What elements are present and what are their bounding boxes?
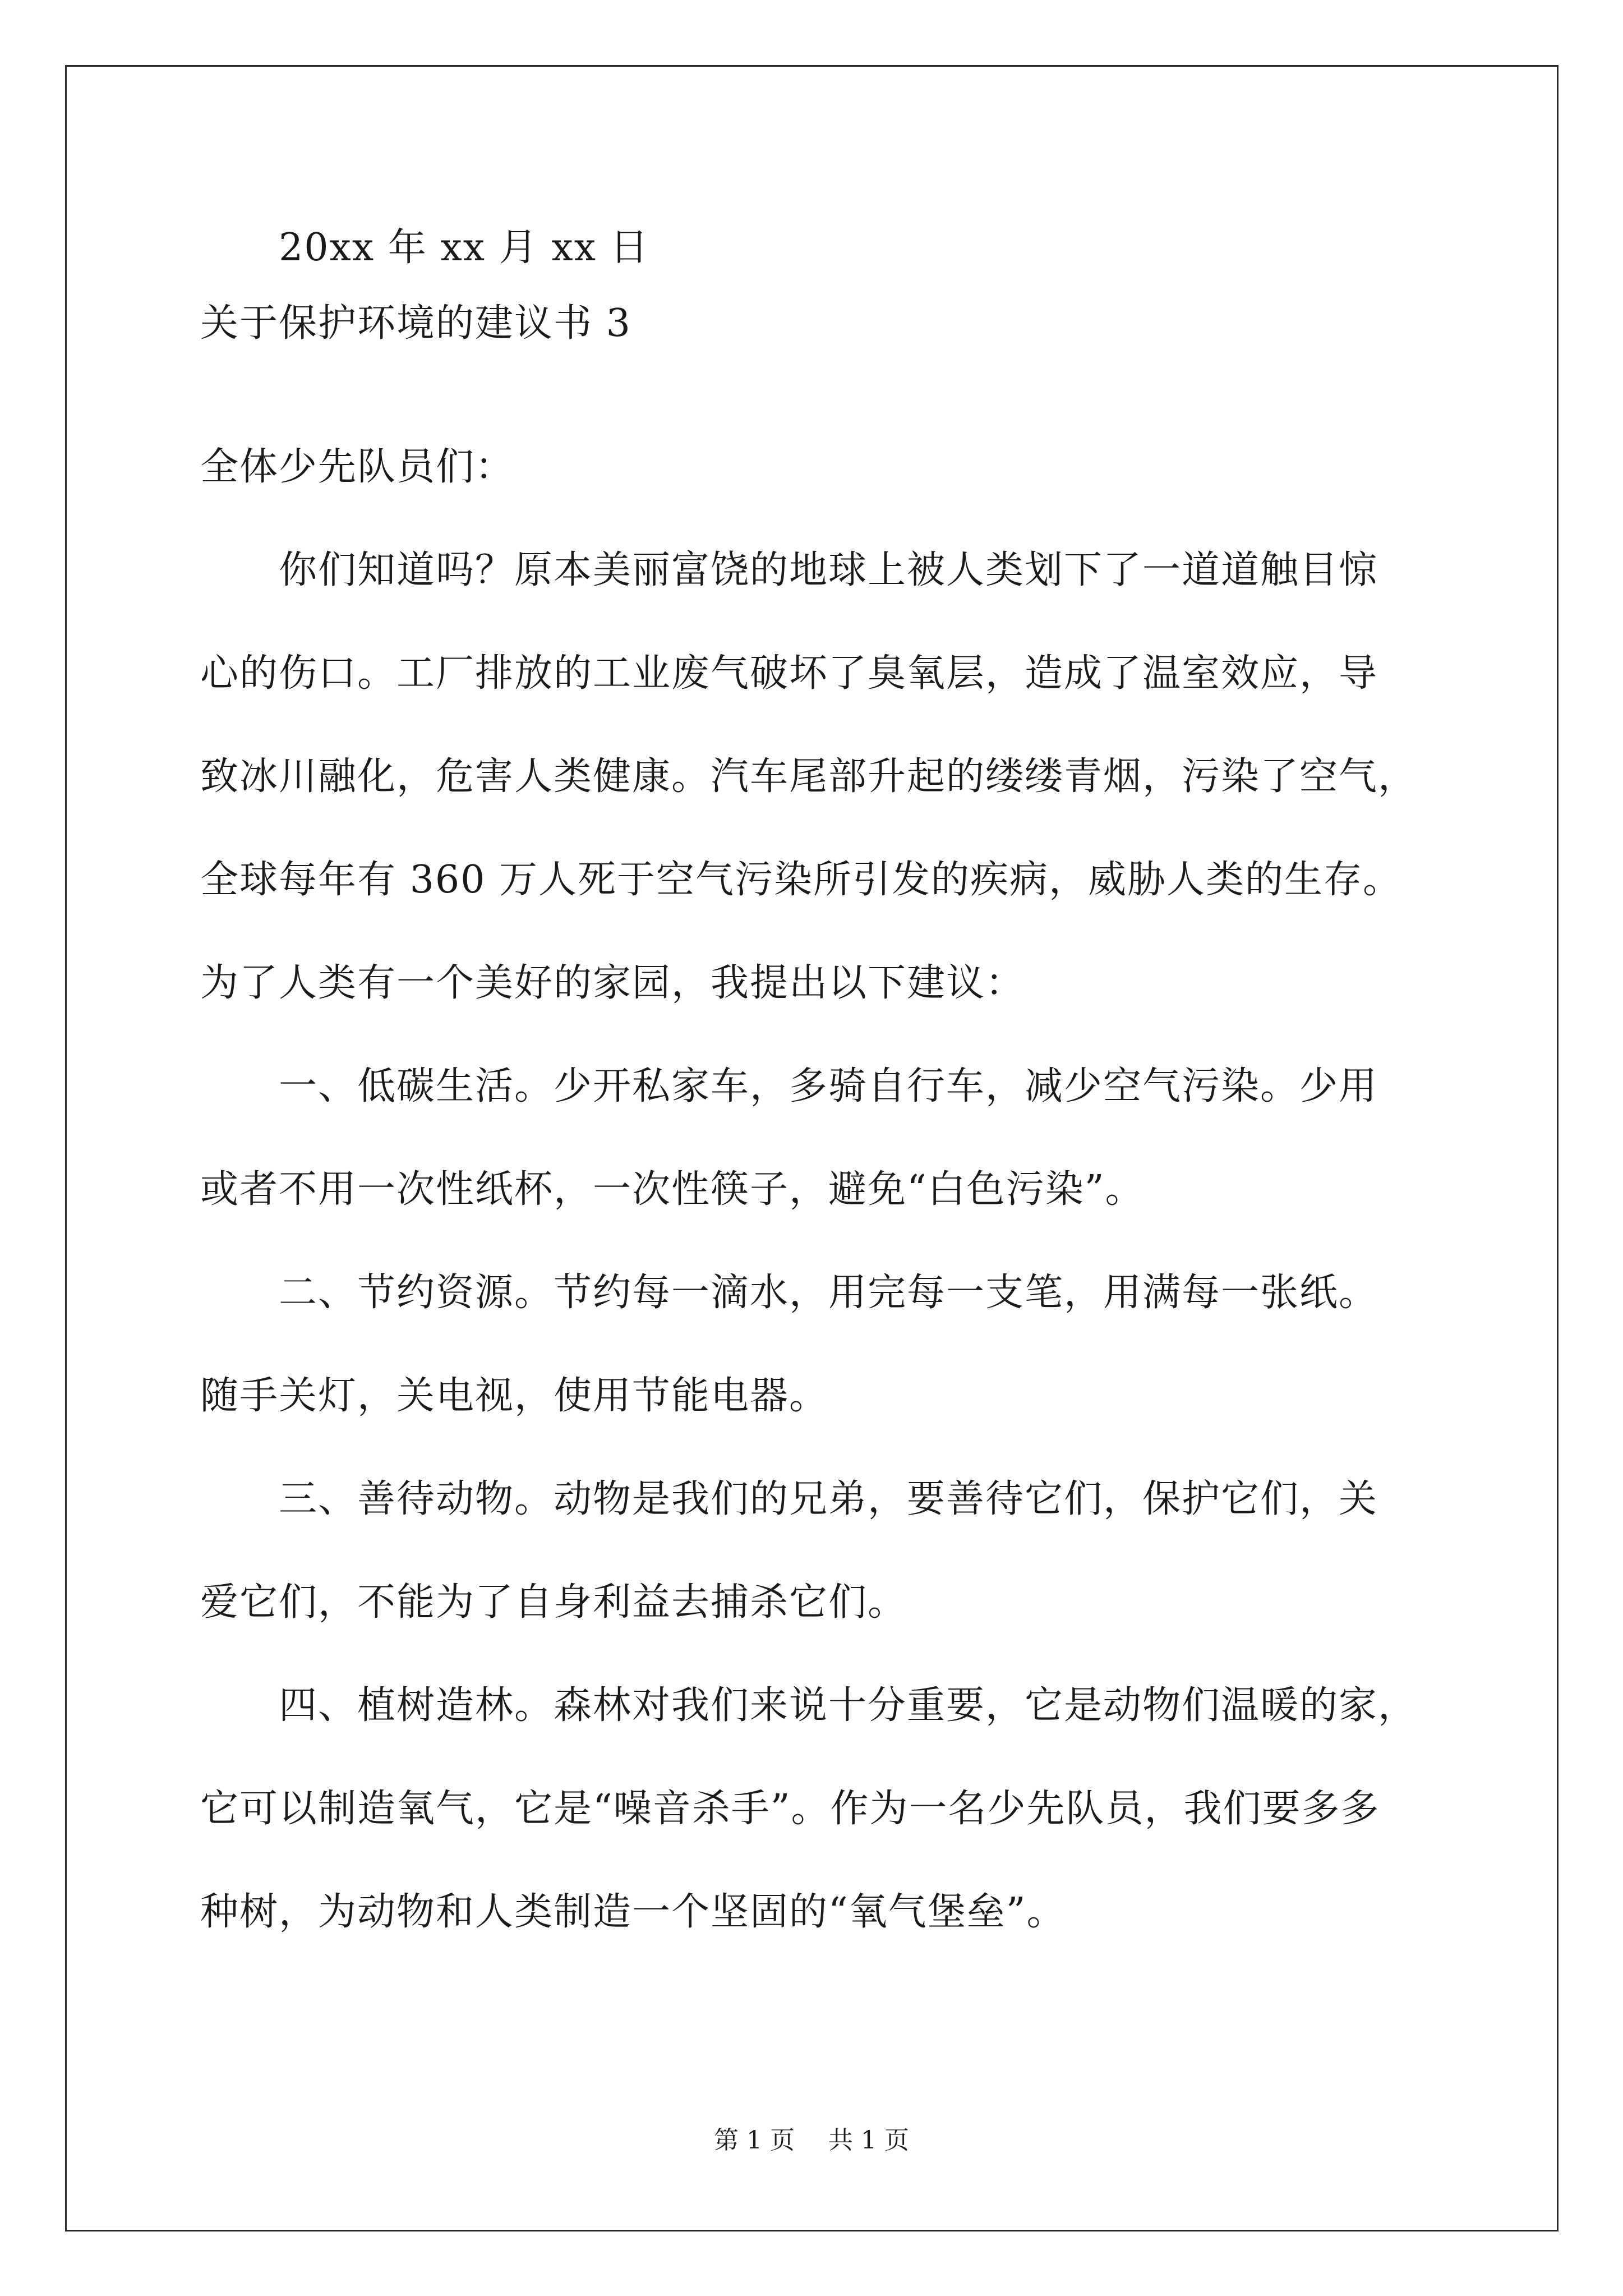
suggestion-3-line: 爱它们，不能为了自身利益去捕杀它们。	[200, 1580, 907, 1625]
suggestion-1-line: 一、低碳生活。少开私家车，多骑自行车，减少空气污染。少用	[279, 1064, 1378, 1108]
suggestion-4-line: 四、植树造林。森林对我们来说十分重要，它是动物们温暖的家，	[279, 1683, 1418, 1728]
suggestion-2-line: 二、节约资源。节约每一滴水，用完每一支笔，用满每一张纸。	[279, 1271, 1378, 1315]
body-line: 致冰川融化，危害人类健康。汽车尾部升起的缕缕青烟，污染了空气，	[200, 754, 1418, 799]
page-total: 共 1 页	[828, 2126, 909, 2155]
body-line: 心的伤口。工厂排放的工业废气破坏了臭氧层，造成了温室效应，导	[200, 651, 1378, 696]
suggestion-4-line: 它可以制造氧气，它是“噪音杀手”。作为一名少先队员，我们要多多	[200, 1787, 1380, 1831]
body-line: 你们知道吗？原本美丽富饶的地球上被人类划下了一道道触目惊	[279, 548, 1378, 592]
page-footer	[0, 2125, 1623, 2156]
body-line: 全球每年有 360 万人死于空气污染所引发的疾病，威胁人类的生存。	[200, 858, 1403, 902]
body-line: 为了人类有一个美好的家园，我提出以下建议：	[200, 961, 1025, 1005]
suggestion-2-line: 随手关灯，关电视，使用节能电器。	[200, 1374, 829, 1418]
page-number: 第 1 页	[714, 2126, 795, 2155]
suggestion-3-line: 三、善待动物。动物是我们的兄弟，要善待它们，保护它们，关	[279, 1477, 1378, 1521]
suggestion-4-line: 种树，为动物和人类制造一个坚固的“氧气堡垒”。	[200, 1890, 1066, 1934]
suggestion-1-line: 或者不用一次性纸杯，一次性筷子，避免“白色污染”。	[200, 1167, 1145, 1212]
document-date: 20xx 年 xx 月 xx 日	[279, 226, 649, 270]
salutation: 全体少先队员们：	[200, 445, 515, 489]
document-title: 关于保护环境的建议书 3	[200, 301, 631, 346]
